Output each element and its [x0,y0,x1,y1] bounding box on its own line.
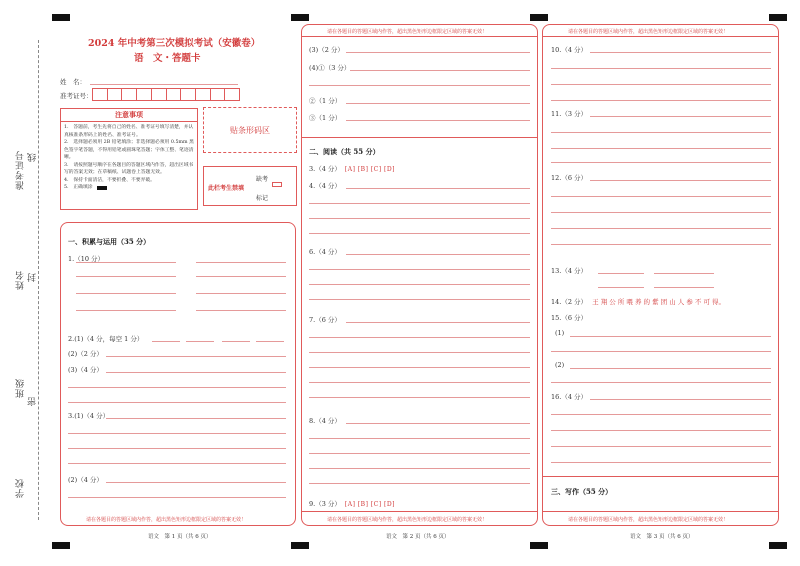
registration-mark [769,542,787,549]
question-label: 2.(1)（4 分，每空 1 分） [68,335,144,343]
question-number: 14.（2 分） [551,298,588,306]
divider [301,137,538,138]
banner-note: 请在各题目的答题区域内作答，超出黑色矩形边框限定区域的答案无效！ [568,29,729,35]
question-label: 13.（4 分） [551,267,588,275]
answer-line[interactable] [346,423,530,424]
notes-title: 注意事项 [61,109,197,122]
question-label: (2)（4 分） [68,476,103,484]
answer-line[interactable] [350,70,530,71]
answer-line[interactable] [309,203,530,204]
page-subtitle: 语 文・答题卡 [134,53,201,64]
answer-line[interactable] [196,293,286,294]
page-title: 2024 年中考第三次模拟考试（安徽卷） [88,38,261,49]
answer-line[interactable] [309,468,530,469]
answer-line[interactable] [106,356,286,357]
side-secret-label: 密 [28,396,38,406]
answer-line[interactable] [551,68,771,69]
question-label: 3.(1)（4 分） [68,412,110,420]
side-class-label: 班级 [16,378,26,398]
answer-line[interactable] [551,162,771,163]
answer-line[interactable] [551,351,771,352]
question-label: 15.（6 分） [551,314,588,322]
question-label: 7.（6 分） [309,316,341,324]
page-footer: 语文 第 2 页（共 6 页） [386,534,450,540]
registration-mark [291,542,309,549]
registration-mark [52,542,70,549]
answer-line[interactable] [346,120,530,121]
question-label [551,297,725,306]
answer-line[interactable] [654,273,714,274]
answer-line[interactable] [309,453,530,454]
question-label: 8.（4 分） [309,417,341,425]
answer-line[interactable] [551,196,771,197]
answer-line[interactable] [346,103,530,104]
answer-line[interactable] [346,52,530,53]
answer-line[interactable] [68,402,286,403]
answer-line[interactable] [152,341,180,342]
side-school-label: 学校 [16,478,26,498]
answer-line[interactable] [551,382,771,383]
name-label: 姓 名： [60,78,86,86]
question-label: (3)（4 分） [68,366,103,374]
divider [542,36,779,37]
page-footer: 语文 第 3 页（共 6 页） [630,534,694,540]
answer-line[interactable] [551,430,771,431]
question-label: 11.（3 分） [551,110,588,118]
answer-line[interactable] [309,218,530,219]
answer-line[interactable] [551,228,771,229]
barcode-label: 贴条形码区 [230,125,270,135]
answer-line[interactable] [551,462,771,463]
notes-item: 2. 选择题必须用 2B 铅笔填涂；非选择题必须用 0.5mm 黑色签字笔答题，不得用铅笔或圆珠笔答题；字体工整、笔迹清晰。 [64,140,194,160]
question-label: 6.（4 分） [309,248,341,256]
banner-note: 请在各题目的答题区域内作答，超出黑色矩形边框限定区域的答案无效！ [568,517,729,523]
question-label [309,164,395,173]
banner-note: 请在各题目的答题区域内作答，超出黑色矩形边框限定区域的答案无效！ [86,517,247,523]
answer-line[interactable] [309,483,530,484]
question-label: (1) [555,329,565,337]
section-title: 二、阅读（共 55 分） [309,147,380,156]
answer-line[interactable] [551,84,771,85]
answer-line[interactable] [551,100,771,101]
registration-mark [530,542,548,549]
answer-line[interactable] [590,180,771,181]
fill-sample-icon [97,186,107,190]
answer-line[interactable] [196,276,286,277]
answer-line[interactable] [256,341,284,342]
answer-line[interactable] [346,254,530,255]
answer-line[interactable] [309,397,530,398]
answer-line[interactable] [598,287,644,288]
barcode-area [203,107,297,153]
registration-mark [52,14,70,21]
answer-line[interactable] [551,446,771,447]
answer-line[interactable] [309,352,530,353]
absent-label: 缺考 [256,176,269,183]
answer-line[interactable] [106,372,286,373]
answer-line[interactable] [309,85,530,86]
answer-line[interactable] [551,212,771,213]
answer-line[interactable] [590,116,771,117]
q14-text: 王 翔 公 所 喂 养 的 紫 团 山 人 参 不 可 得。 [592,298,726,306]
answer-line[interactable] [68,497,286,498]
answer-line[interactable] [551,132,771,133]
question-label: ③（1 分） [309,114,342,122]
notes-item: 4. 保持卡面清洁，不要折叠、不要弄破。 [64,177,155,183]
question-label: (3)（2 分） [309,46,344,54]
answer-line[interactable] [309,382,530,383]
answer-line[interactable] [76,276,176,277]
answer-line[interactable] [196,310,286,311]
divider [542,511,779,512]
question-number: 3.（4 分） [309,165,341,173]
registration-mark [769,14,787,21]
question-label: 4.（4 分） [309,182,341,190]
answer-line[interactable] [309,269,530,270]
question-label: ②（1 分） [309,97,342,105]
answer-line[interactable] [309,233,530,234]
banner-note: 请在各题目的答题区域内作答，超出黑色矩形边框限定区域的答案无效！ [327,517,488,523]
side-line-label: 线 [28,152,38,162]
answer-line[interactable] [222,341,250,342]
question-label: 12.（6 分） [551,174,588,182]
answer-line[interactable] [551,414,771,415]
answer-line[interactable] [196,262,286,263]
notes-item: 3. 请按照题号顺序在各题目的答题区域内作答，超出区域书写的答案无效；在草稿纸、试题卷上答题无效。 [64,162,194,175]
answer-line[interactable] [654,287,714,288]
answer-line[interactable] [309,438,530,439]
answer-line[interactable] [309,284,530,285]
divider [542,476,779,477]
question-label [309,499,395,508]
answer-line[interactable] [106,418,286,419]
answer-line[interactable] [309,299,530,300]
answer-line[interactable] [551,244,771,245]
answer-line[interactable] [76,310,176,311]
absent-left: 此栏考生禁填 [208,185,245,192]
question-label: (4)①（3 分） [309,64,351,72]
answer-line[interactable] [68,433,286,434]
answer-line[interactable] [186,341,214,342]
answer-line[interactable] [346,322,530,323]
answer-line[interactable] [68,448,286,449]
answer-line[interactable] [598,273,644,274]
answer-line[interactable] [106,482,286,483]
side-name-label: 姓名 [16,270,26,290]
side-id-label: 准考证号 [16,150,26,190]
answer-line[interactable] [68,463,286,464]
answer-line[interactable] [346,188,530,189]
side-seal-label: 封 [28,272,38,282]
registration-mark [530,14,548,21]
notes-box [60,108,198,210]
absent-checkbox[interactable] [272,182,282,187]
banner-note: 请在各题目的答题区域内作答，超出黑色矩形边框限定区域的答案无效！ [327,29,488,35]
question-label: (2) [555,361,565,369]
section-title: 一、积累与运用（35 分） [68,237,151,246]
question-label: 10.（4 分） [551,46,588,54]
answer-line[interactable] [309,367,530,368]
answer-line[interactable] [551,148,771,149]
name-field[interactable] [90,84,238,85]
answer-line[interactable] [309,337,530,338]
divider [301,36,538,37]
answer-line[interactable] [76,293,176,294]
divider [301,511,538,512]
answer-line[interactable] [76,262,176,263]
answer-line[interactable] [570,368,771,369]
answer-line[interactable] [68,387,286,388]
section-title: 三、写作（55 分） [551,487,613,496]
id-label: 准考证号： [60,92,93,100]
question-number: 9.（3 分） [309,500,341,508]
question-label: 16.（4 分） [551,393,588,401]
registration-mark [291,14,309,21]
id-boxes[interactable] [92,88,240,101]
question-label: (2)（2 分） [68,350,103,358]
page-footer: 语文 第 1 页（共 6 页） [148,534,212,540]
notes-item: 1. 答题前，考生先将自己的姓名、准考证号填写清楚，并认真核准条形码上的姓名、准考证号。 [64,125,194,138]
answer-line[interactable] [590,52,771,53]
absent-box [203,166,297,206]
choice-options[interactable]: [A] [B] [C] [D] [344,501,395,508]
choice-options[interactable]: [A] [B] [C] [D] [344,166,395,173]
answer-line[interactable] [590,399,771,400]
question-label: 1.（10 分） [68,255,105,263]
notes-item: 5. 正确填涂 [64,185,93,190]
answer-line[interactable] [570,336,771,337]
absent-mark-label: 标记 [256,195,269,202]
